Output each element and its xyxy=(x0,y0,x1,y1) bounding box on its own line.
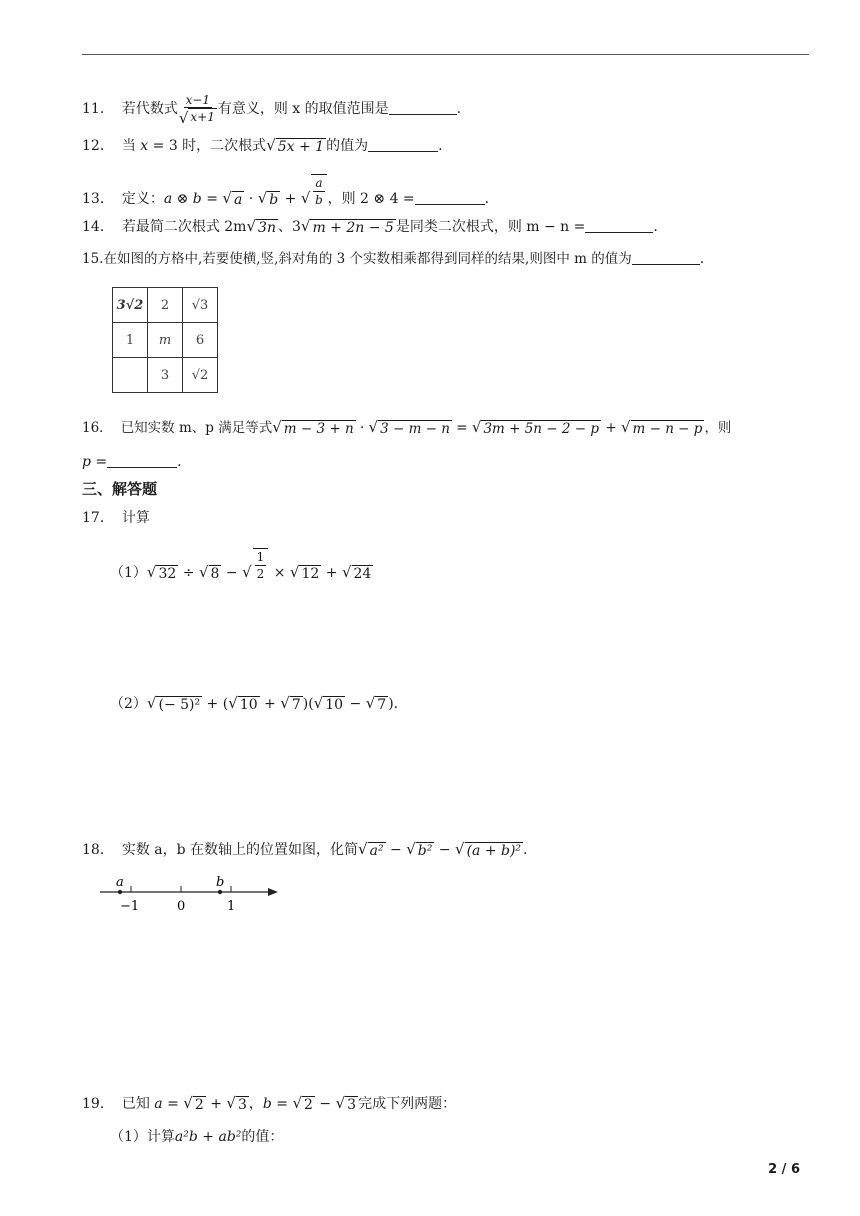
question-text: 定义： xyxy=(121,191,164,207)
radical xyxy=(369,417,452,437)
radical xyxy=(366,693,388,713)
radicand: 12 xyxy=(301,566,320,582)
question-text: 在如图的方格中,若要使横,竖,斜对角的 3 个实数相乘都得到同样的结果,则图中 m 的值为 xyxy=(103,251,632,267)
radical-sign: √ xyxy=(222,189,232,207)
grid-cell: 3 xyxy=(148,358,183,393)
radical-sign: √ xyxy=(146,694,157,712)
paren: ) xyxy=(302,696,309,712)
radical xyxy=(147,693,202,713)
radical-sign: √ xyxy=(368,418,379,436)
radical xyxy=(336,1093,358,1113)
operator: + xyxy=(205,1096,227,1112)
radical xyxy=(258,188,281,208)
question-text: 实数 a，b 在数轴上的位置如图，化简 xyxy=(121,842,359,858)
grid-cell xyxy=(113,358,148,393)
radical-sign: √ xyxy=(292,1094,303,1112)
radical xyxy=(199,562,221,582)
operator: + xyxy=(202,696,223,712)
radicand: m − 3 + n xyxy=(283,421,354,437)
question-end: . xyxy=(393,696,399,712)
grid-cell: √3 xyxy=(183,288,218,323)
fraction-numerator: x−1 xyxy=(185,93,211,107)
question-text: 已知 xyxy=(121,1096,150,1112)
radicand: 3m + 5n − 2 − p xyxy=(483,421,600,437)
grid-cell: 6 xyxy=(183,323,218,358)
question-19-part-1 xyxy=(110,1127,283,1147)
radical xyxy=(621,417,705,437)
fraction-numerator: a xyxy=(315,176,323,190)
operator: = xyxy=(451,420,472,436)
question-19 xyxy=(82,1093,456,1114)
grid-cell: 1 xyxy=(113,323,148,358)
fraction xyxy=(311,174,326,208)
radical xyxy=(183,1093,205,1113)
radical xyxy=(455,839,523,859)
fraction-denominator: 2 xyxy=(256,567,265,581)
question-number: 17． xyxy=(82,510,114,526)
radical-sign: √ xyxy=(335,1094,346,1112)
answer-blank[interactable] xyxy=(368,137,438,152)
question-text: = 3 时，二次根式 xyxy=(148,138,267,154)
radicand: 2 xyxy=(304,1097,313,1113)
radicand: 10 xyxy=(325,697,344,713)
radicand: b xyxy=(269,192,279,208)
radicand: a² xyxy=(369,843,384,859)
question-text: ，则 xyxy=(704,420,732,436)
radical xyxy=(301,216,396,236)
radical xyxy=(290,562,321,582)
radical xyxy=(246,216,278,236)
tick-label: −1 xyxy=(120,899,140,914)
question-number: 18． xyxy=(82,842,114,858)
tick-label: 1 xyxy=(227,899,236,914)
radical-sign: √ xyxy=(228,694,238,712)
variable: x xyxy=(140,138,149,154)
question-17-part-2 xyxy=(110,693,398,714)
question-text: 有意义，则 x 的取值范围是 xyxy=(217,101,389,117)
radical-sign: √ xyxy=(471,418,482,436)
fraction xyxy=(253,548,269,582)
question-12 xyxy=(82,135,443,156)
radicand: 3 xyxy=(347,1097,357,1113)
operator: − xyxy=(434,842,455,858)
question-end: . xyxy=(653,219,658,235)
answer-blank[interactable] xyxy=(107,453,177,468)
radical-sign: √ xyxy=(183,1094,193,1112)
header-rule xyxy=(82,54,809,55)
radical-sign: √ xyxy=(406,840,416,858)
math-expression: a = xyxy=(154,1096,184,1112)
radical xyxy=(342,562,373,582)
operator: ÷ xyxy=(178,565,199,581)
radical-sign: √ xyxy=(620,418,631,436)
question-end: . xyxy=(484,191,490,207)
math-expression: b = xyxy=(262,1096,293,1112)
question-text: 完成下列两题： xyxy=(358,1096,457,1112)
radical-sign: √ xyxy=(300,189,311,207)
operator: − xyxy=(221,565,243,581)
radicand: m − n − p xyxy=(632,421,703,437)
radicand: x+1 xyxy=(190,110,215,124)
radicand: 8 xyxy=(210,566,220,582)
question-number: 12． xyxy=(82,138,114,154)
radical-sign: √ xyxy=(178,109,189,127)
part-label: （1） xyxy=(110,565,147,581)
operator: − xyxy=(345,696,366,712)
radicand: (a + b)² xyxy=(466,843,522,859)
question-text: 的值： xyxy=(241,1129,284,1145)
question-text: 的值为 xyxy=(326,138,369,154)
operator: · xyxy=(244,191,258,207)
math-expression: p = xyxy=(82,454,108,470)
grid-cell: 2 xyxy=(148,288,183,323)
question-text: 、3 xyxy=(277,219,301,235)
operator: + xyxy=(321,565,342,581)
radicand: 7 xyxy=(377,697,387,713)
question-text: 若代数式 xyxy=(121,101,178,117)
question-end: . xyxy=(438,138,443,154)
radicand: 3 − m − n xyxy=(380,421,450,437)
question-end: . xyxy=(177,454,182,470)
tick-label: 0 xyxy=(177,899,186,914)
answer-blank[interactable] xyxy=(585,218,653,233)
paren: ( xyxy=(222,696,229,712)
radical xyxy=(266,135,326,155)
radicand: b² xyxy=(417,843,433,859)
radical-sign: √ xyxy=(226,1094,236,1112)
question-17-part-1 xyxy=(110,548,373,583)
radical xyxy=(272,417,355,437)
question-16-line2 xyxy=(82,452,182,472)
point-a-label: a xyxy=(116,875,124,890)
radical xyxy=(242,548,269,582)
question-number: 11． xyxy=(82,101,114,117)
fraction xyxy=(179,93,217,125)
radical xyxy=(280,693,302,713)
operator: + xyxy=(280,191,301,207)
radicand: 3n xyxy=(258,220,276,236)
question-end: . xyxy=(456,101,462,117)
radical-sign: √ xyxy=(358,840,368,858)
operator: + xyxy=(601,420,621,436)
radical-sign: √ xyxy=(455,840,465,858)
radicand: 24 xyxy=(353,566,372,582)
radical-sign: √ xyxy=(266,136,276,154)
radical-sign: √ xyxy=(300,217,311,235)
radicand: 7 xyxy=(291,697,301,713)
question-end: . xyxy=(523,842,528,858)
paren: ) xyxy=(388,696,394,712)
question-11 xyxy=(82,93,461,125)
point-b-label: b xyxy=(216,875,225,890)
question-14 xyxy=(82,216,658,237)
radicand: 5x + 1 xyxy=(277,139,325,155)
question-text: ，则 2 ⊗ 4 = xyxy=(327,191,415,207)
operator: − xyxy=(314,1096,336,1112)
question-number: 16． xyxy=(82,420,113,436)
question-15 xyxy=(82,249,704,269)
radicand: 10 xyxy=(239,697,258,713)
radical xyxy=(406,839,434,859)
part-label: （1）计算 xyxy=(110,1129,175,1145)
radical-sign: √ xyxy=(272,418,282,436)
grid-cell: m xyxy=(148,323,183,358)
answer-blank[interactable] xyxy=(389,100,457,115)
question-text: 若最简二次根式 2m xyxy=(121,219,247,235)
radical xyxy=(226,1093,248,1113)
radical xyxy=(222,188,244,208)
question-13 xyxy=(82,174,489,209)
math-expression: a²b + ab² xyxy=(174,1129,242,1145)
section-title: 三、解答题 xyxy=(82,480,158,498)
radical xyxy=(472,417,601,437)
radical-sign: √ xyxy=(146,563,157,581)
radicand: m + 2n − 5 xyxy=(312,220,394,236)
radical-sign: √ xyxy=(365,694,376,712)
radical-sign: √ xyxy=(313,694,324,712)
radical-sign: √ xyxy=(289,563,300,581)
number-line xyxy=(98,872,288,914)
radical-sign: √ xyxy=(246,217,257,235)
operator: + xyxy=(259,696,281,712)
operator: · xyxy=(355,420,369,436)
question-17 xyxy=(82,508,150,528)
part-label: （2） xyxy=(110,696,147,712)
radical xyxy=(228,693,259,713)
radicand: a xyxy=(233,192,243,208)
number-grid xyxy=(112,287,218,393)
radicand: (− 5)² xyxy=(158,697,201,713)
question-number: 14． xyxy=(82,219,114,235)
math-expression: a ⊗ b = xyxy=(163,191,223,207)
radical xyxy=(314,693,345,713)
grid-cell: 3√2 xyxy=(113,288,148,323)
grid-cell: √2 xyxy=(183,358,218,393)
question-text: 是同类二次根式，则 m − n = xyxy=(395,219,586,235)
radical-sign: √ xyxy=(280,694,290,712)
radical-sign: √ xyxy=(341,563,352,581)
paren: ( xyxy=(308,696,314,712)
radicand: 2 xyxy=(194,1097,204,1113)
answer-blank[interactable] xyxy=(632,250,700,265)
radical-sign: √ xyxy=(242,563,252,581)
question-number: 15. xyxy=(82,251,104,267)
radical xyxy=(147,562,178,582)
radicand: 3 xyxy=(237,1097,247,1113)
operator: − xyxy=(385,842,407,858)
question-end: . xyxy=(699,251,705,267)
answer-blank[interactable] xyxy=(415,190,485,205)
question-text: 计算 xyxy=(121,510,150,526)
fraction-numerator: 1 xyxy=(256,550,265,564)
question-number: 19． xyxy=(82,1096,114,1112)
question-text: 已知实数 m、p 满足等式 xyxy=(120,420,273,436)
question-number: 13． xyxy=(82,191,114,207)
arrow-icon xyxy=(268,888,278,896)
page-number: 2 / 6 xyxy=(768,1162,800,1177)
radical-sign: √ xyxy=(257,189,268,207)
question-18 xyxy=(82,839,528,860)
fraction-denominator xyxy=(179,108,217,125)
point-a-dot xyxy=(118,890,122,894)
operator: × xyxy=(269,565,290,581)
radical xyxy=(301,174,328,208)
question-text: 当 xyxy=(121,138,136,154)
radicand: 32 xyxy=(158,566,177,582)
fraction-denominator: b xyxy=(315,193,323,207)
radical-sign: √ xyxy=(198,563,209,581)
question-16 xyxy=(82,417,731,438)
radical xyxy=(358,839,386,859)
radical xyxy=(292,1093,314,1113)
question-text: ， xyxy=(248,1096,263,1112)
point-b-dot xyxy=(218,890,222,894)
